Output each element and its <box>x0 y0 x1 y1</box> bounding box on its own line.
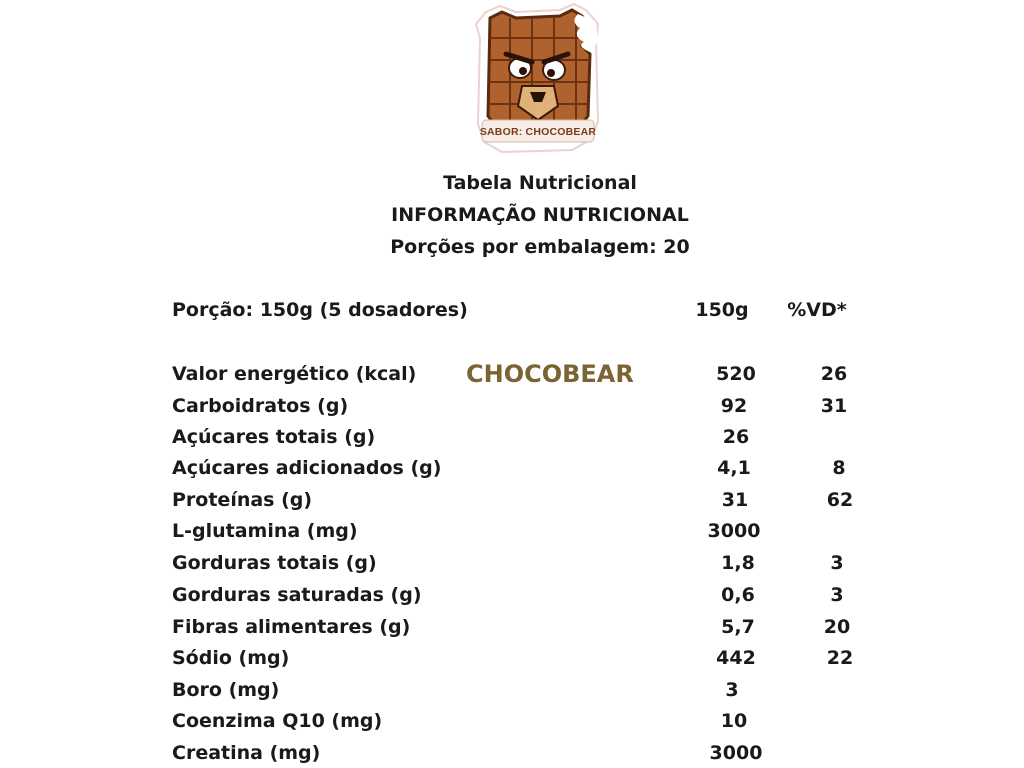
nutrient-amount: 0,6 <box>721 584 755 606</box>
servings-per-package: Porções por embalagem: 20 <box>390 236 690 258</box>
chocobear-logo <box>472 2 604 154</box>
portion-label: Porção: 150g (5 dosadores) <box>172 299 468 321</box>
nutrient-vd: 31 <box>820 395 848 417</box>
nutrient-amount: 3 <box>725 679 739 701</box>
nutrient-amount: 1,8 <box>721 552 755 574</box>
nutrient-vd: 3 <box>830 584 844 606</box>
table-title: Tabela Nutricional <box>443 172 637 194</box>
nutrient-vd: 20 <box>823 616 851 638</box>
nutrient-vd: 22 <box>826 647 854 669</box>
brand-name: CHOCOBEAR <box>466 360 634 388</box>
amount-column-header: 150g <box>695 299 749 321</box>
nutrient-label: Fibras alimentares (g) <box>172 616 411 638</box>
nutrient-vd: 62 <box>826 489 854 511</box>
nutrient-label: Gorduras saturadas (g) <box>172 584 422 606</box>
nutrient-label: L-glutamina (mg) <box>172 520 358 542</box>
nutrient-amount: 4,1 <box>717 457 751 479</box>
nutrient-amount: 31 <box>721 489 749 511</box>
flavor-caption: SABOR: CHOCOBEAR <box>479 126 597 138</box>
nutrient-amount: 10 <box>720 710 748 732</box>
nutrient-label: Valor energético (kcal) <box>172 363 417 385</box>
nutrient-amount: 520 <box>716 363 756 385</box>
nutrient-vd: 8 <box>832 457 846 479</box>
nutrient-vd: 26 <box>820 363 848 385</box>
nutrient-amount: 5,7 <box>721 616 755 638</box>
nutrient-label: Açúcares adicionados (g) <box>172 457 442 479</box>
nutrient-label: Coenzima Q10 (mg) <box>172 710 383 732</box>
table-subtitle: INFORMAÇÃO NUTRICIONAL <box>391 204 689 226</box>
nutrient-label: Creatina (mg) <box>172 742 321 764</box>
nutrient-label: Proteínas (g) <box>172 489 313 511</box>
nutrient-label: Açúcares totais (g) <box>172 426 376 448</box>
nutrient-label: Carboidratos (g) <box>172 395 349 417</box>
nutrient-vd: 3 <box>830 552 844 574</box>
nutrient-amount: 26 <box>722 426 750 448</box>
nutrient-amount: 92 <box>720 395 748 417</box>
nutrient-amount: 442 <box>716 647 756 669</box>
vd-column-header: %VD* <box>787 299 847 321</box>
nutrient-amount: 3000 <box>707 520 761 542</box>
nutrient-label: Sódio (mg) <box>172 647 290 669</box>
nutrient-label: Boro (mg) <box>172 679 280 701</box>
nutrient-amount: 3000 <box>709 742 763 764</box>
nutrient-label: Gorduras totais (g) <box>172 552 377 574</box>
